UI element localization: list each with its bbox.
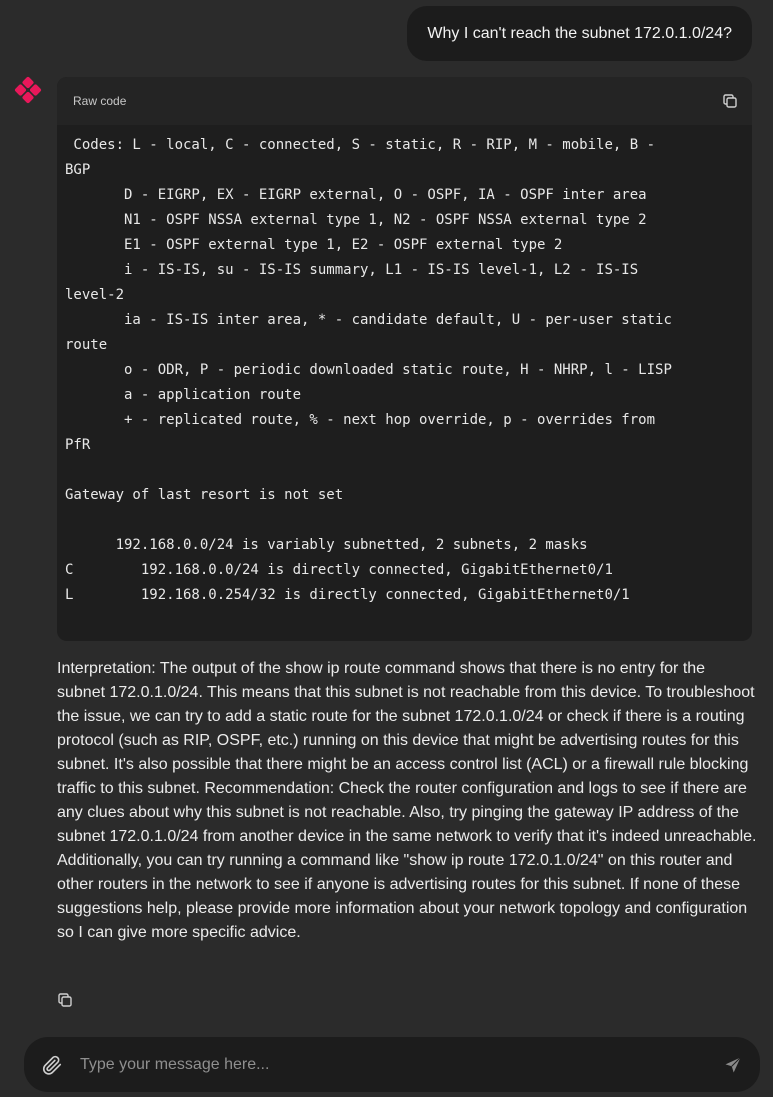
code-line: Gateway of last resort is not set xyxy=(65,487,344,503)
code-line: level-2 xyxy=(65,287,125,303)
user-message-text: Why I can't reach the subnet 172.0.1.0/24? xyxy=(427,24,732,42)
code-line: route xyxy=(65,337,108,353)
paperclip-icon xyxy=(41,1054,63,1076)
user-message-bubble xyxy=(407,6,752,61)
code-block xyxy=(57,77,752,641)
code-line: PfR xyxy=(65,437,91,453)
code-line: o - ODR, P - periodic downloaded static route, H - NHRP, l - LISP xyxy=(65,362,672,378)
code-block-header xyxy=(57,77,752,125)
code-line: + - replicated route, % - next hop override, p - overrides from xyxy=(65,412,656,428)
code-line: E1 - OSPF external type 1, E2 - OSPF external type 2 xyxy=(65,237,563,253)
send-button[interactable] xyxy=(722,1054,744,1076)
send-icon xyxy=(723,1055,743,1075)
copy-message-button[interactable] xyxy=(57,992,75,1010)
code-line: Codes: L - local, C - connected, S - static, R - RIP, M - mobile, B - xyxy=(65,137,656,153)
assistant-answer-text: Interpretation: The output of the show ip route command shows that there is no entry for the subnet 172.0.1.0/24. This means that this subnet is not reachable from this device. To troubleshoot the issue, we can try to add a static route for the subnet 172.0.1.0/24 or check if there is a routing protocol (such as RIP, OSPF, etc.) running on this device that might be advertising routes for this subnet. It's also possible that there might be an access control list (ACL) or a firewall rule blocking traffic to this subnet. Recommendation: Check the router configuration and logs to see if there are any clues about why this subnet is not reachable. Also, try pinging the gateway IP address of the subnet 172.0.1.0/24 from another device in the same network to verify that it's indeed unreachable. Additionally, you can try running a command like "show ip route 172.0.1.0/24" on this router and other routers in the network to see if anyone is advertising routes for this subnet. If none of these suggestions help, please provide more information about your network topology and configuration so I can give more specific advice. xyxy=(57,660,757,941)
code-language-label: Raw code xyxy=(73,94,127,108)
flower-logo-icon xyxy=(14,76,42,104)
copy-icon xyxy=(722,93,738,109)
code-line: BGP xyxy=(65,162,91,178)
code-line: ia - IS-IS inter area, * - candidate default, U - per-user static xyxy=(65,312,672,328)
code-line: C 192.168.0.0/24 is directly connected, GigabitEthernet0/1 xyxy=(65,562,613,578)
code-content xyxy=(57,125,752,608)
code-line: i - IS-IS, su - IS-IS summary, L1 - IS-IS level-1, L2 - IS-IS xyxy=(65,262,639,278)
message-composer xyxy=(24,1037,760,1092)
code-line: a - application route xyxy=(65,387,302,403)
code-line xyxy=(65,508,744,533)
copy-code-button[interactable] xyxy=(720,91,740,111)
attach-button[interactable] xyxy=(40,1053,64,1077)
code-line: L 192.168.0.254/32 is directly connected, GigabitEthernet0/1 xyxy=(65,587,630,603)
code-line: N1 - OSPF NSSA external type 1, N2 - OSPF NSSA external type 2 xyxy=(65,212,647,228)
code-line: D - EIGRP, EX - EIGRP external, O - OSPF, IA - OSPF inter area xyxy=(65,187,647,203)
copy-icon xyxy=(57,992,73,1008)
code-line: 192.168.0.0/24 is variably subnetted, 2 subnets, 2 masks xyxy=(65,537,588,553)
code-line xyxy=(65,458,744,483)
message-input[interactable] xyxy=(80,1056,714,1074)
